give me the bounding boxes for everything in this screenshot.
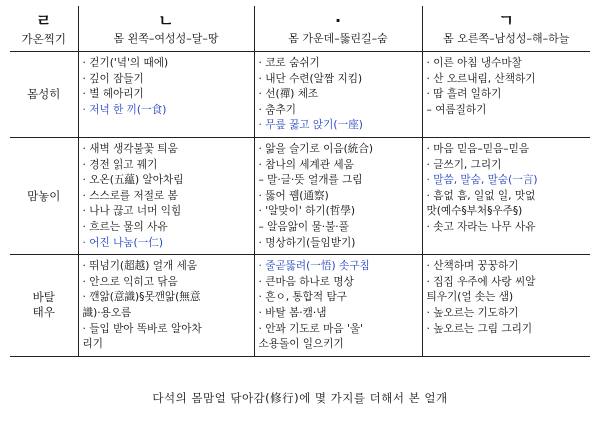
list-item: · 스스로를 저절로 봄: [82, 189, 178, 202]
col1-label: 몸 왼쪽–여성성–달–땅: [113, 32, 219, 45]
list-item: · 춤추기: [258, 103, 296, 116]
list-item: · 이른 아침 냉수마찰: [426, 57, 522, 69]
header-col-center: [254, 6, 422, 52]
col3-symbol: ㄱ: [498, 11, 514, 30]
list-item: 맛(예수§부처§우주§): [426, 205, 523, 218]
row-label-cell: [10, 137, 78, 254]
list-item: · 흐르는 물의 사유: [82, 220, 168, 233]
corner-label: 가온찍기: [21, 32, 66, 46]
list-item: · 무릎 꿇고 앉기(一座): [258, 119, 363, 132]
list-item: · 저녁 한 끼(一食): [82, 103, 167, 116]
list-item: · 걷기('녘'의 때에): [82, 57, 169, 69]
header-col-right: [422, 6, 590, 52]
list-item: · 깊이 잠들기: [82, 72, 144, 85]
row-label: [10, 290, 78, 320]
row-label: [10, 189, 78, 204]
cell-col-left: [78, 255, 254, 357]
list-item: · 글쓰기, 그리기: [426, 158, 502, 171]
list-item: 소용돌이 일으키기: [258, 338, 344, 351]
list-item: · 어진 나눔(一仁): [82, 236, 163, 249]
list-item: · 코로 숨쉬기: [258, 57, 320, 69]
list-item: · 앎을 슬기로 이음(統合): [258, 142, 374, 155]
list-item: · 흔ㅇ, 통합적 탐구: [258, 291, 347, 304]
cell-col-right: [422, 137, 590, 254]
table-row: [10, 137, 590, 254]
list-item: 리기: [82, 338, 103, 351]
col2-symbol: ·: [334, 11, 342, 30]
list-item: · 별 헤아리기: [82, 88, 144, 101]
cell-col-left: [78, 137, 254, 254]
list-item: · 높오르는 그림 그리기: [426, 322, 533, 335]
list-item: · 솟고 자라는 나무 사유: [426, 220, 536, 233]
col3-label: 몸 오른쪽–남성성–해–하늘: [443, 32, 570, 45]
col1-symbol: ㄴ: [158, 11, 174, 30]
table-row: [10, 52, 590, 138]
header-col-left: [78, 6, 254, 52]
cell-col-left: [78, 52, 254, 138]
cell-col-right: [422, 255, 590, 357]
list-item: · 큰마음 하나로 명상: [258, 275, 354, 288]
list-item: · 산 오르내림, 산책하기: [426, 72, 536, 85]
cell-col-center: [254, 137, 422, 254]
table-row: [10, 255, 590, 357]
list-item: 識)·용오름: [82, 306, 132, 319]
row-label-line: 태우: [32, 305, 55, 320]
row-label-line: 맘놓이: [27, 188, 61, 203]
row-label-line: 몸성히: [27, 86, 61, 101]
list-item: · 땀 흘려 일하기: [426, 88, 502, 101]
list-item: · 안으로 익히고 닦음: [82, 275, 178, 288]
list-item: · 뚫어 뀀(通察): [258, 189, 329, 202]
practice-table: [10, 6, 590, 357]
list-item: · 오온(五蘊) 알아차림: [82, 174, 184, 187]
list-item: 틔우기(얼 솟는 샘): [426, 291, 514, 304]
list-item: · 마음 믿음–믿음–믿음: [426, 142, 530, 155]
list-item: · 높오르는 기도하기: [426, 306, 519, 319]
list-item: · 선(禪) 체조: [258, 88, 319, 101]
cell-col-center: [254, 255, 422, 357]
row-label: [10, 87, 78, 102]
cell-col-right: [422, 52, 590, 138]
list-item: · 말씀, 말숨, 말숨(一言): [426, 174, 538, 187]
list-item: · 산책하며 꿍꿍하기: [426, 260, 519, 273]
col2-label: 몸 가운데–뚫린길–숨: [288, 32, 388, 45]
list-item: · 참나의 세계관 세움: [258, 158, 354, 171]
list-item: · 들입 받아 똑바로 알아차: [82, 322, 202, 335]
header-corner-cell: [10, 6, 78, 52]
cell-col-center: [254, 52, 422, 138]
corner-symbol: ㄹ: [36, 11, 52, 30]
list-item: · 경전 읽고 꿰기: [82, 158, 158, 171]
list-item: · 안꽈 기도로 마음 '울': [258, 322, 364, 335]
list-item: · 새벽 생각불꽃 틔움: [82, 142, 178, 155]
list-item: · 집집 우주에 사랑 씨알: [426, 275, 536, 288]
list-item: – 말·글·뜻 얼개를 그림: [258, 174, 363, 187]
list-item: · 바탈 봄·캠·냄: [258, 306, 327, 319]
list-item: – 여름질하기: [426, 103, 487, 116]
row-label-cell: [10, 52, 78, 138]
list-item: · 줄곧뚫려(一悟) 솟구침: [258, 260, 370, 273]
list-item: · 나나 끊고 너머 익힘: [82, 205, 182, 218]
list-item: – 알음앎이 물·불·풀: [258, 220, 349, 233]
table-header-row: [10, 6, 590, 52]
row-label-cell: [10, 255, 78, 357]
list-item: · 흠없 흠, 일없 일, 맛없: [426, 189, 536, 202]
list-item: · 명상하기(들임받기): [258, 236, 356, 249]
list-item: · '알맞이' 하기(哲學): [258, 205, 356, 218]
list-item: · 뛰넘기(超越) 얼개 세움: [82, 260, 198, 273]
row-label-line: 바탈: [32, 290, 55, 305]
list-item: · 내단 수련(알짬 지킴): [258, 72, 363, 85]
list-item: · 깬앎(意識)§못깬앎(無意: [82, 291, 201, 304]
figure-caption: 다석의 몸맘얼 닦아감(修行)에 몇 가지를 더해서 본 얼개: [152, 391, 448, 405]
